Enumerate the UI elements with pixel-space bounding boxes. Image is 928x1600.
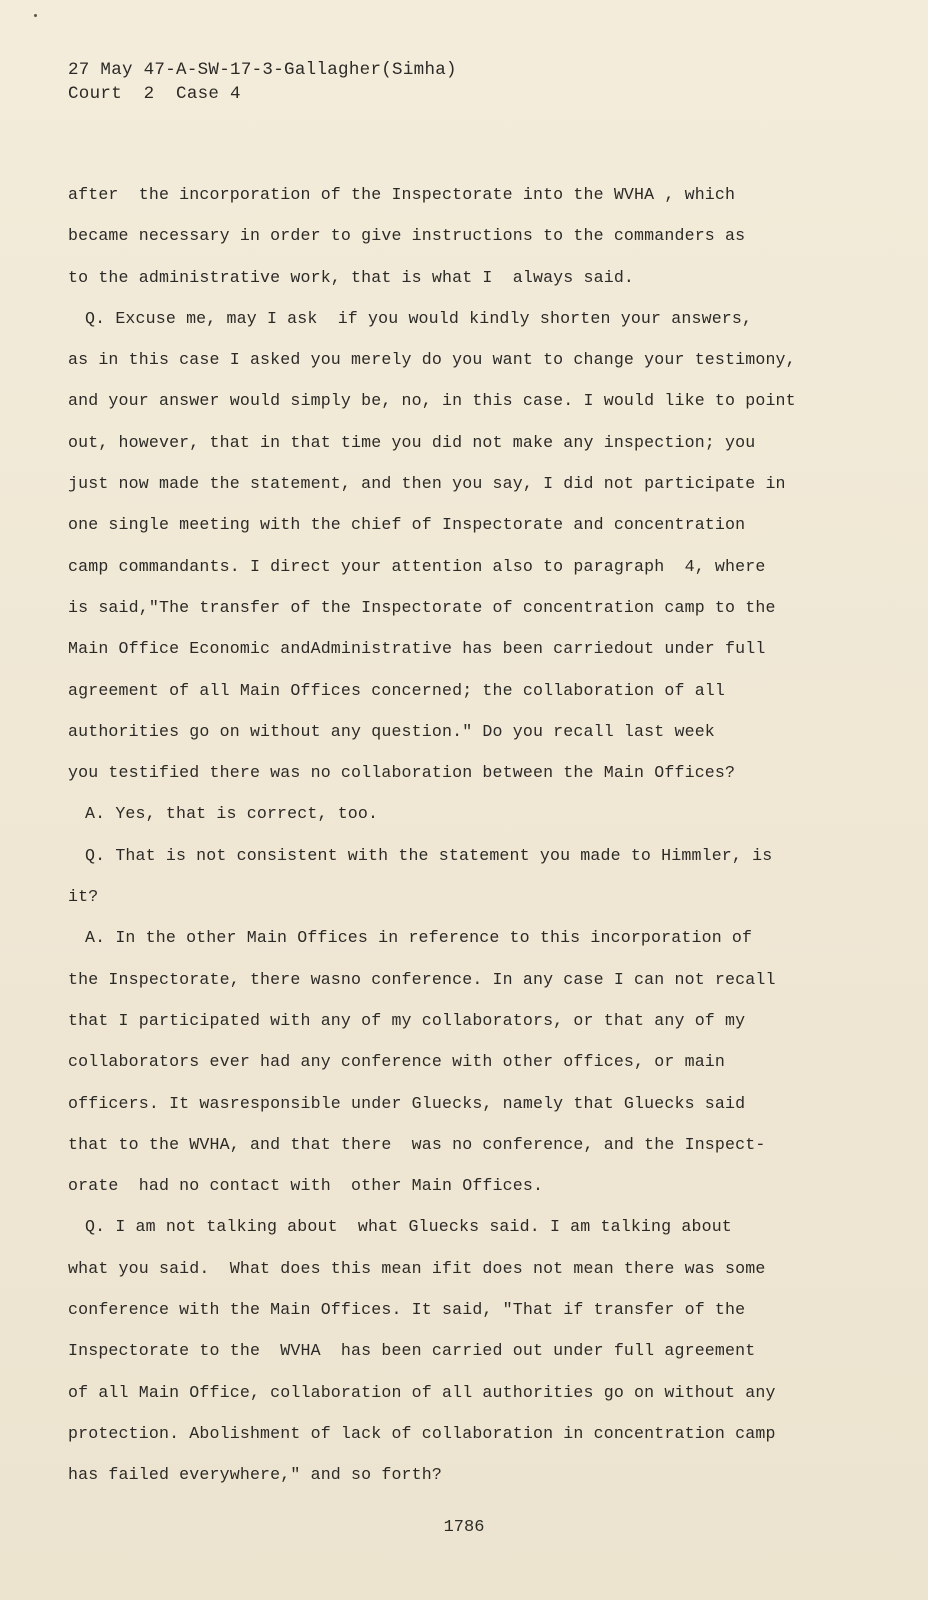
body-line: collaborators ever had any conference with other offices, or main [68,1052,726,1072]
answer-line: A. In the other Main Offices in reference to this incorporation of [85,928,753,948]
body-line: the Inspectorate, there wasno conference. In any case I can not recall [68,969,776,989]
body-line: after the incorporation of the Inspectorate into the WVHA , which [68,185,736,204]
body-line: of all Main Office, collaboration of all authorities go on without any [68,1382,776,1402]
body-line: to the administrative work, that is what I always said. [68,267,635,287]
body-line: agreement of all Main Offices concerned; the collaboration of all [68,680,726,700]
body-line: what you said. What does this mean ifit does not mean there was some [68,1258,766,1278]
body-line: it? [68,887,99,907]
body-line: officers. It wasresponsible under Gluecks, namely that Gluecks said [68,1093,746,1113]
margin-mark [34,14,37,17]
body-line: that I participated with any of my collaborators, or that any of my [68,1010,746,1030]
body-line: has failed everywhere," and so forth? [68,1465,442,1485]
body-line: is said,"The transfer of the Inspectorate of concentration camp to the [68,597,776,617]
body-line: and your answer would simply be, no, in this case. I would like to point [68,391,796,411]
body-line: just now made the statement, and then you say, I did not participate in [68,474,786,494]
answer-line: A. Yes, that is correct, too. [85,804,379,824]
header-date-line: 27 May 47-A-SW-17-3-Gallagher(Simha) [68,60,457,80]
body-line: Main Office Economic andAdministrative has been carriedout under full [68,639,766,659]
body-line: you testified there was no collaboration between the Main Offices? [68,763,736,783]
body-line: out, however, that in that time you did not make any inspection; you [68,432,756,452]
question-line: Q. I am not talking about what Gluecks said. I am talking about [85,1217,732,1237]
transcript-body [68,174,868,1496]
question-line: Q. Excuse me, may I ask if you would kindly shorten your answers, [85,308,753,328]
body-line: one single meeting with the chief of Inspectorate and concentration [68,515,746,535]
body-line: conference with the Main Offices. It said, "That if transfer of the [68,1300,746,1320]
body-line: Inspectorate to the WVHA has been carried out under full agreement [68,1341,756,1361]
header-court-case-line: Court 2 Case 4 [68,84,241,104]
body-line: became necessary in order to give instructions to the commanders as [68,226,746,246]
page-number: 1786 [443,1518,485,1537]
question-line: Q. That is not consistent with the statement you made to Himmler, is [85,845,773,865]
transcript-header [68,58,457,106]
body-line: that to the WVHA, and that there was no conference, and the Inspect- [68,1134,766,1154]
body-line: as in this case I asked you merely do you want to change your testimony, [68,350,796,370]
body-line: camp commandants. I direct your attention also to paragraph 4, where [68,556,766,576]
body-line: authorities go on without any question." Do you recall last week [68,721,715,741]
body-line: orate had no contact with other Main Offices. [68,1176,544,1196]
body-line: protection. Abolishment of lack of collaboration in concentration camp [68,1423,776,1443]
